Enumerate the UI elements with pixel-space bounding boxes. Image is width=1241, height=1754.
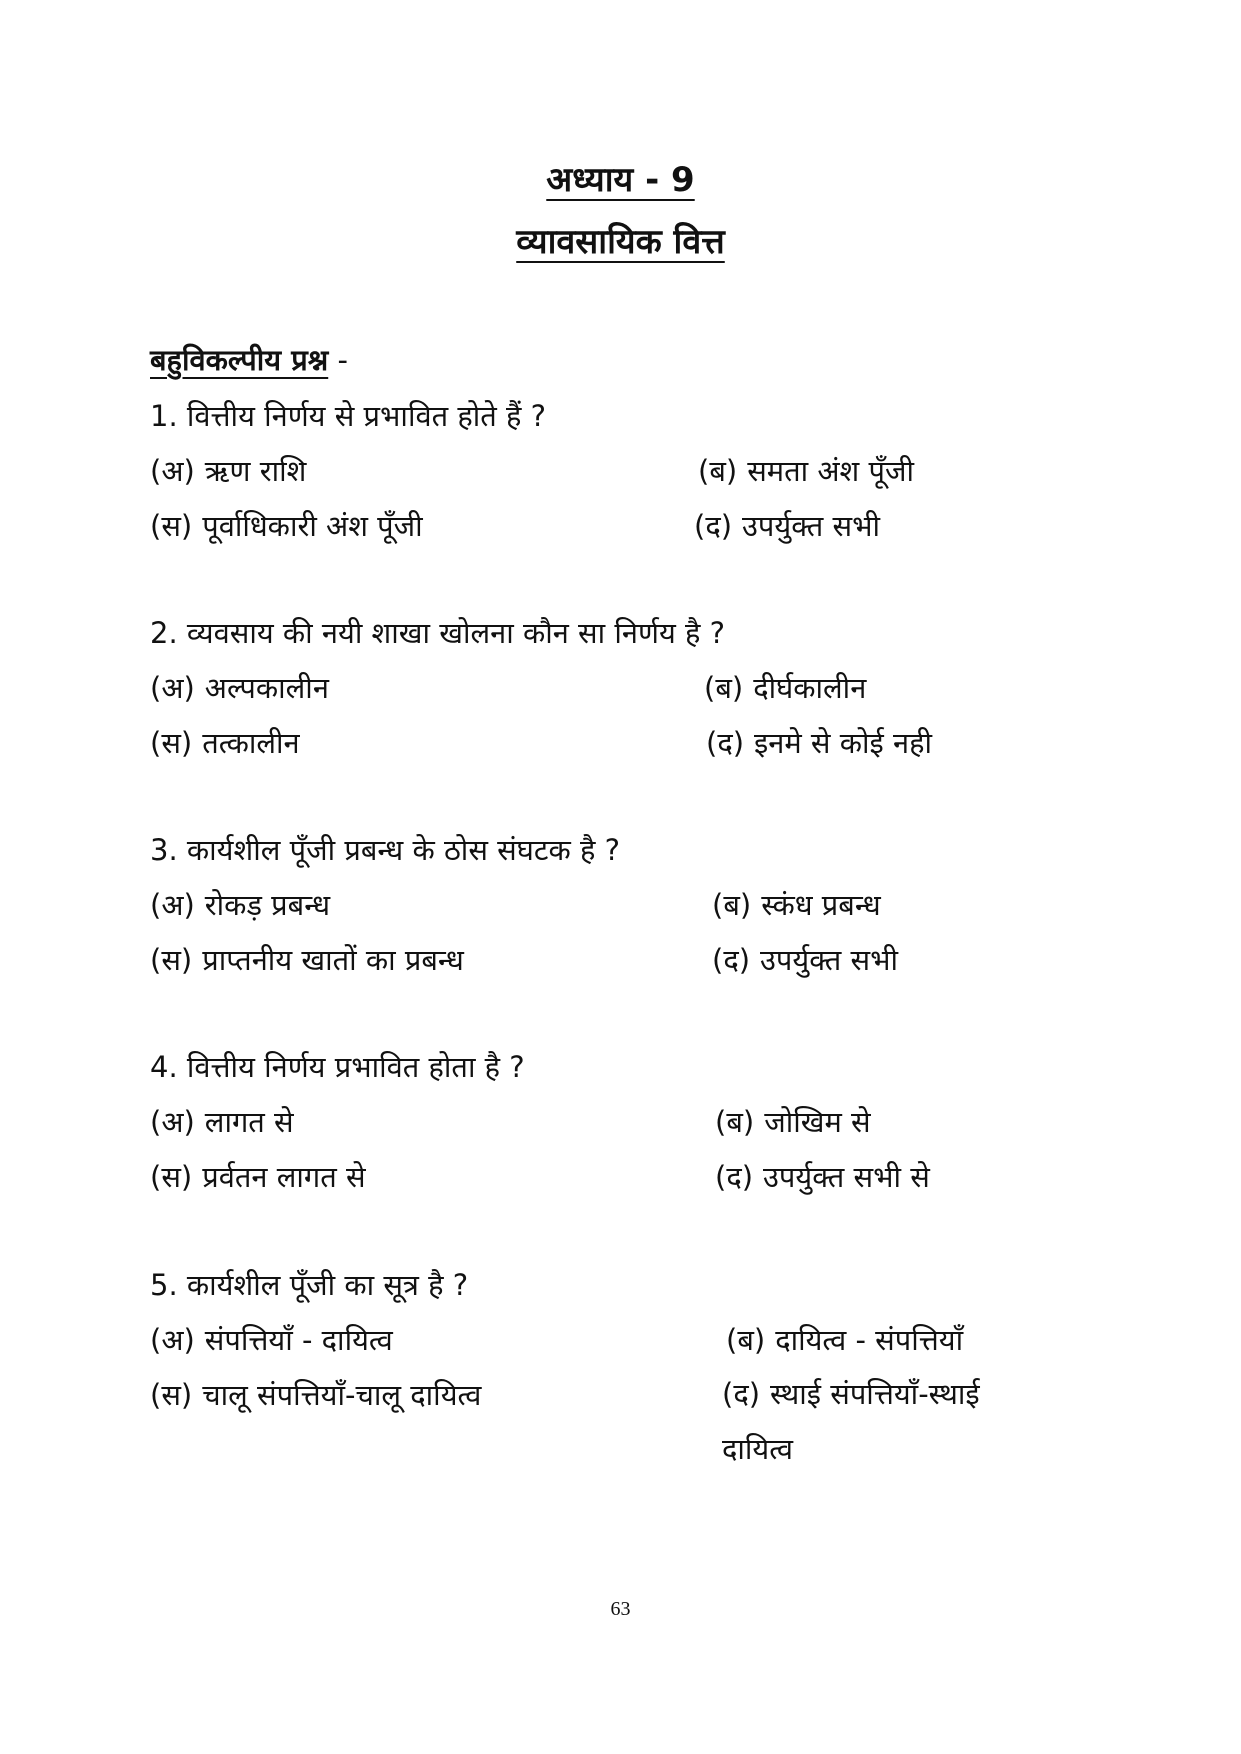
section-heading-label: बहुविकल्पीय प्रश्न	[150, 343, 329, 377]
option-d: (द) उपर्युक्त सभी	[712, 943, 899, 977]
question-text: 4. वित्तीय निर्णय प्रभावित होता है ?	[150, 1050, 525, 1084]
option-a: (अ) ऋण राशि	[150, 454, 307, 488]
section-heading	[150, 342, 348, 378]
option-a: (अ) लागत से	[150, 1105, 294, 1139]
option-d: (द) उपर्युक्त सभी से	[715, 1160, 930, 1194]
option-b: (ब) समता अंश पूँजी	[698, 454, 914, 488]
question-text: 5. कार्यशील पूँजी का सूत्र है ?	[150, 1268, 469, 1302]
option-a: (अ) अल्पकालीन	[150, 671, 329, 705]
option-b: (ब) जोखिम से	[715, 1105, 871, 1139]
option-a: (अ) रोकड़ प्रबन्ध	[150, 888, 331, 922]
chapter-title-text: व्यावसायिक वित्त	[516, 222, 725, 262]
chapter-number-text: अध्याय - 9	[546, 160, 695, 200]
question-text: 1. वित्तीय निर्णय से प्रभावित होते हैं ?	[150, 399, 546, 433]
question-text: 2. व्यवसाय की नयी शाखा खोलना कौन सा निर्णय है ?	[150, 616, 726, 650]
option-c: (स) पूर्वाधिकारी अंश पूँजी	[150, 509, 423, 543]
question-1	[150, 398, 1110, 568]
page-number: 63	[610, 1598, 631, 1620]
option-c: (स) तत्कालीन	[150, 726, 300, 760]
question-text: 3. कार्यशील पूँजी प्रबन्ध के ठोस संघटक है ?	[150, 833, 620, 867]
option-a: (अ) संपत्तियाँ - दायित्व	[150, 1323, 393, 1357]
option-b: (ब) दीर्घकालीन	[704, 671, 867, 705]
chapter-number-heading	[0, 160, 1241, 200]
question-4	[150, 1049, 1110, 1219]
option-d: (द) स्थाई संपत्तियाँ-स्थाई दायित्व	[722, 1377, 980, 1466]
question-5	[150, 1267, 1110, 1466]
option-b: (ब) दायित्व - संपत्तियाँ	[726, 1323, 964, 1357]
question-2	[150, 615, 1110, 785]
option-d: (द) उपर्युक्त सभी	[694, 509, 881, 543]
section-heading-suffix: -	[337, 343, 348, 377]
option-c: (स) प्राप्तनीय खातों का प्रबन्ध	[150, 943, 464, 977]
option-d: (द) इनमे से कोई नही	[706, 726, 932, 760]
option-b: (ब) स्कंध प्रबन्ध	[712, 888, 881, 922]
option-c: (स) प्रर्वतन लागत से	[150, 1160, 366, 1194]
chapter-title-heading	[0, 222, 1241, 262]
option-c: (स) चालू संपत्तियाँ-चालू दायित्व	[150, 1378, 482, 1412]
question-3	[150, 832, 1110, 1002]
